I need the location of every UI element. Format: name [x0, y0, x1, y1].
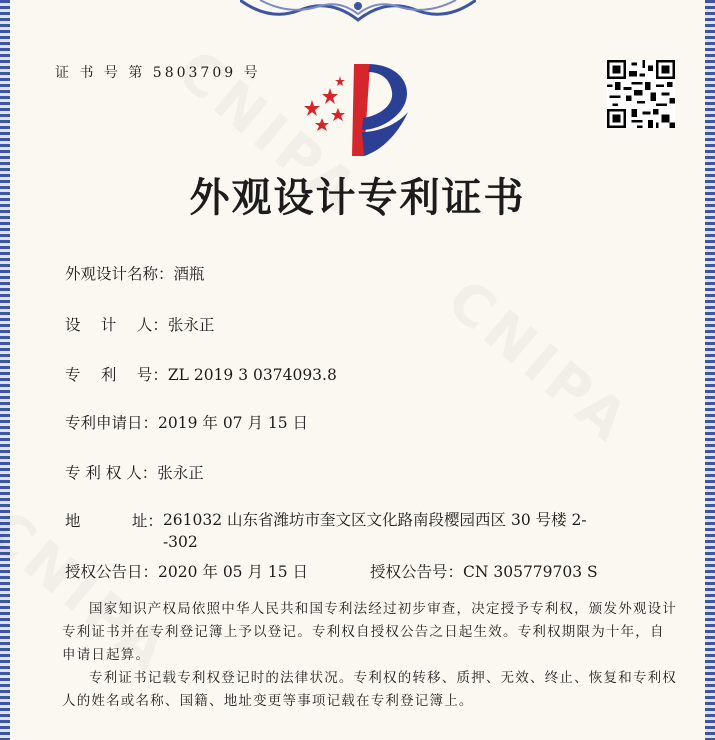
field-designer — [65, 313, 214, 335]
left-border-pattern — [0, 0, 10, 740]
field-value: 261032 山东省潍坊市奎文区文化路南段樱园西区 30 号楼 2--302 — [162, 511, 587, 551]
right-border-pattern — [705, 0, 715, 740]
field-value: 2020 年 05 月 15 日 — [158, 563, 309, 581]
page-title: 外观设计专利证书 — [189, 174, 526, 221]
field-value: ZL 2019 3 0374093.8 — [167, 366, 337, 384]
field-label: 专 利 号： — [65, 366, 168, 384]
field-label: 地 址： — [65, 512, 163, 530]
qr-code — [607, 60, 675, 128]
field-address — [65, 509, 603, 553]
field-label: 设 计 人： — [65, 316, 168, 334]
field-label: 授权公告号： — [370, 563, 464, 581]
field-label: 专利申请日： — [65, 414, 159, 432]
field-label: 专 利 权 人： — [65, 464, 158, 482]
field-design-name — [65, 262, 205, 284]
legal-paragraph-2: 专利证书记载专利权登记时的法律状况。专利权的转移、质押、无效、终止、恢复和专利权人的姓名或名称、国籍、地址变更等事项记载在专利登记簿上。 — [62, 670, 677, 709]
field-value: CN 305779703 S — [463, 563, 598, 581]
field-grant-date — [65, 560, 308, 582]
field-value: 2019 年 07 月 15 日 — [158, 414, 309, 432]
field-patentee — [65, 461, 204, 483]
field-value: 张永正 — [157, 464, 204, 482]
watermark-2 — [435, 268, 644, 458]
field-value: 张永正 — [167, 316, 215, 334]
field-label: 外观设计名称： — [65, 265, 174, 283]
field-label: 授权公告日： — [65, 563, 159, 581]
field-grant-number — [370, 560, 598, 582]
field-value: 酒瓶 — [173, 265, 205, 283]
top-ornament — [240, 0, 476, 24]
cnipa-logo — [300, 60, 422, 160]
field-filing-date — [65, 411, 308, 433]
legal-paragraph-1: 国家知识产权局依照中华人民共和国专利法经过初步审查，决定授予专利权，颁发外观设计专利证书并在专利登记簿上予以登记。专利权自授权公告之日起生效。专利权期限为十年，自申请日起算。 — [62, 601, 677, 663]
certificate-number: 证 书 号 第 5803709 号 — [55, 65, 261, 81]
field-patent-number — [65, 363, 337, 385]
